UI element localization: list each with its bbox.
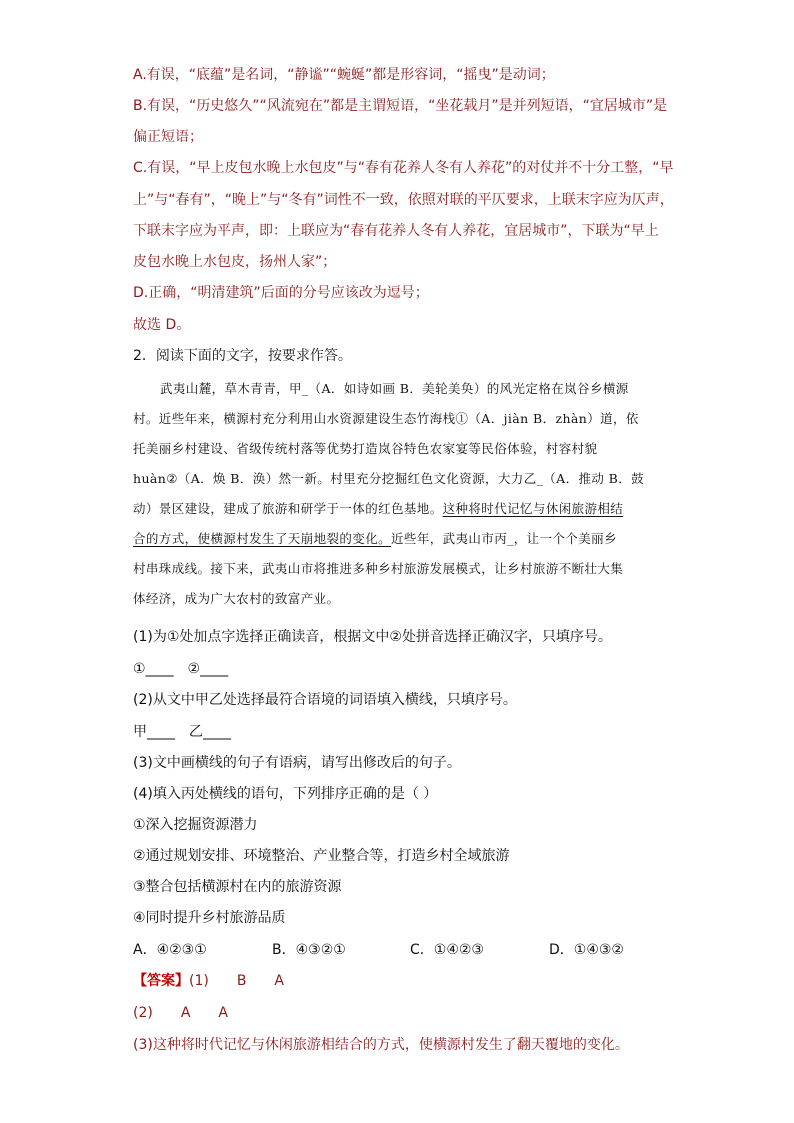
analysis-option-b-line2: 偏正短语； [133, 129, 203, 145]
sentence-3: ③整合包括横源村在内的旅游资源 [133, 879, 342, 895]
passage-line: huàn②（A．焕 B．涣）然一新。村里充分挖掘红色文化资源，大力乙_（A．推动 B．鼓 [133, 471, 645, 486]
question-2-title: 2．阅读下面的文字，按要求作答。 [133, 348, 352, 364]
choice-d: D．①④③② [549, 942, 624, 958]
answer-1: (1) B A [189, 973, 285, 989]
analysis-option-a: A.有误，“底蕴”是名词，“静谧”“蜿蜒”都是形容词，“摇曳”是动词； [133, 67, 555, 83]
passage-line: 托美丽乡村建设、省级传统村落等优势打造岚谷特色农家宴等民俗体验，村容村貌 [133, 441, 598, 456]
analysis-option-b-line1: B.有误，“历史悠久”“风流宛在”都是主谓短语，“坐花载月”是并列短语，“宜居城市”是 [133, 98, 668, 114]
answer-line-1 [133, 972, 284, 990]
sentence-1: ①深入挖掘资源潜力 [133, 817, 258, 833]
underlined-sentence: 合的方式，使横源村发生了天崩地裂的变化。 [133, 531, 392, 546]
analysis-option-c-line2: 上”与“春有”，“晚上”与“冬有”词性不一致，依照对联的平仄要求，上联末字应为仄声， [133, 192, 674, 208]
analysis-option-c-line4: 皮包水晚上水包皮，扬州人家”； [133, 254, 337, 270]
choice-c: C．①④②③ [410, 942, 484, 958]
passage-line: 武夷山麓，草木青青，甲_（A．如诗如画 B．美轮美奂）的风光定格在岚谷乡横源 [160, 381, 629, 396]
answer-label: 【答案】 [133, 973, 189, 989]
sub-question-2: (2)从文中甲乙处选择最符合语境的词语填入横线，只填序号。 [133, 692, 517, 708]
analysis-conclusion: 故选 D。 [133, 317, 191, 333]
answer-2: (2) A A [133, 1005, 228, 1021]
passage-line: 体经济，成为广大农村的致富产业。 [133, 591, 340, 606]
sub-question-4: (4)填入丙处横线的语句，下列排序正确的是（ ） [133, 786, 438, 802]
answer-3: (3)这种将时代记忆与休闲旅游相结合的方式，使横源村发生了翻天覆地的变化。 [133, 1037, 629, 1053]
underlined-sentence: 这种将时代记忆与休闲旅游相结 [442, 501, 624, 516]
passage-line [133, 530, 617, 548]
passage-line: 村。近些年来，横源村充分利用山水资源建设生态竹海栈①（A．jiàn B．zhàn）道，依 [133, 411, 639, 426]
analysis-option-c-line3: 下联末字应为平声，即：上联应为“春有花养人冬有人养花，宜居城市”，下联为“早上 [133, 223, 659, 239]
sentence-2: ②通过规划安排、环境整治、产业整合等，打造乡村全域旅游 [133, 848, 510, 864]
passage-text: 近些年，武夷山市丙_，让一个个美丽乡 [391, 531, 617, 546]
sub-question-1: (1)为①处加点字选择正确读音，根据文中②处拼音选择正确汉字，只填序号。 [133, 629, 612, 645]
sub-question-1-blanks: ①____ ②____ [133, 661, 229, 677]
passage-text: 动）景区建设，建成了旅游和研学于一体的红色基地。 [133, 501, 443, 516]
sentence-4: ④同时提升乡村旅游品质 [133, 910, 286, 926]
choice-b: B．④③②① [272, 942, 346, 958]
analysis-option-d: D.正确，“明清建筑”后面的分号应该改为逗号； [133, 285, 429, 301]
choice-a: A．④②③① [133, 942, 207, 958]
sub-question-3: (3)文中画横线的句子有语病，请写出修改后的句子。 [133, 755, 461, 771]
analysis-option-c-line1: C.有误，“早上皮包水晚上水包皮”与“春有花养人冬有人养花”的对仗并不十分工整，“早 [133, 160, 674, 176]
sub-question-2-blanks: 甲____ 乙____ [133, 724, 231, 740]
passage-line: 村串珠成线。接下来，武夷山市将推进多种乡村旅游发展模式，让乡村旅游不断壮大集 [133, 561, 624, 576]
passage-line [133, 500, 623, 518]
